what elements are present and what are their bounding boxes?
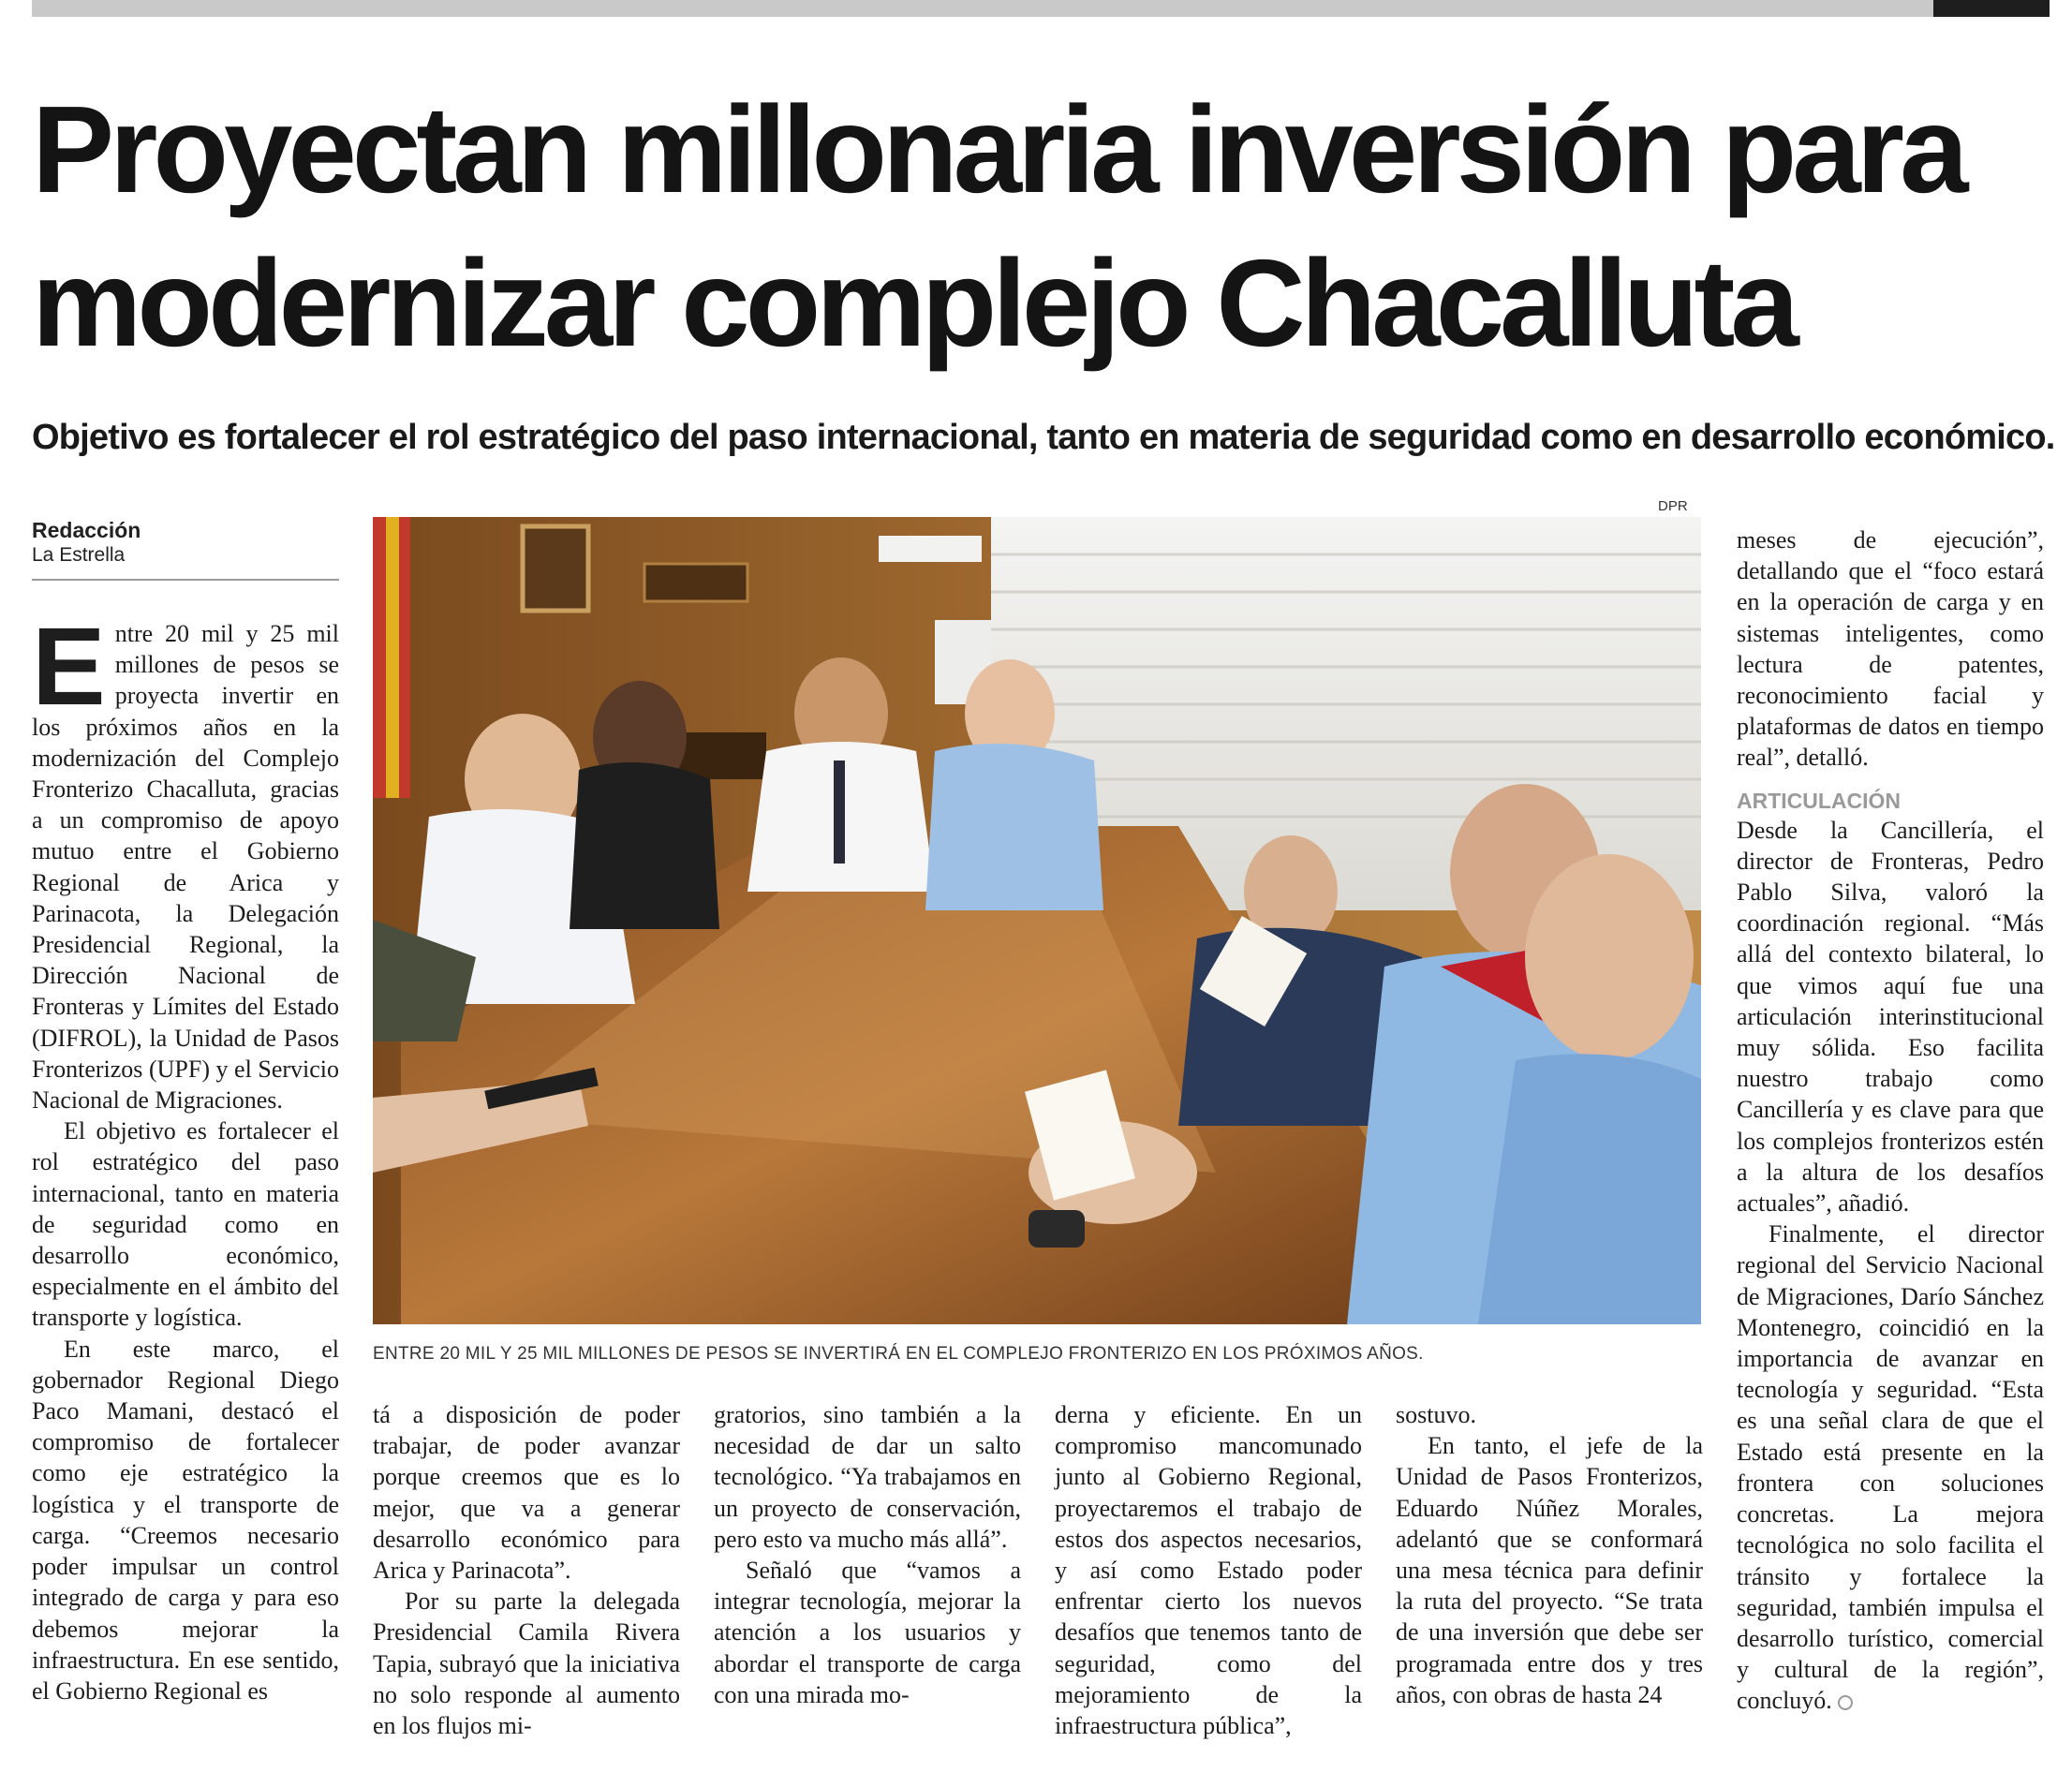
meeting-photo-illustration bbox=[373, 517, 1701, 1324]
meeting-photo bbox=[373, 517, 1701, 1324]
article-column-2 bbox=[373, 1399, 680, 1741]
headline: Proyectan millonaria inversión para modernizar complejo Chacalluta bbox=[32, 81, 1964, 372]
section-heading: ARTICULACIÓN bbox=[1737, 788, 1902, 813]
header-rule bbox=[32, 0, 1933, 17]
paragraph: En tanto, el jefe de la Unidad de Pasos Fronterizos, Eduardo Núñez Morales, adelantó que se conformará una mesa técnica para definir la ruta del proyecto. “Se trata de una inversión que debe ser programada entre dos y tres años, con obras de hasta 24 bbox=[1396, 1432, 1703, 1708]
subheadline: Objetivo es fortalecer el rol estratégico del paso internacional, tanto en materia de seguridad como en desarrollo económico. bbox=[32, 418, 2055, 457]
paragraph: Finalmente, el director regional del Servicio Nacional de Migraciones, Darío Sánchez Montenegro, coincidió en la importancia de avanzar en tecnología y seguridad. “Esta es una señal clara de que el Estado está presente en la frontera con soluciones concretas. La mejora tecnológica no solo facilita el tránsito y fortalece la seguridad, también impulsa el desarrollo turístico, comercial y cultural de la región”, concluyó. bbox=[1737, 1220, 2044, 1715]
paragraph: tá a disposición de poder trabajar, de poder avanzar porque creemos que es lo mejor, que va a generar desarrollo económico para Arica y Parinacota”. bbox=[373, 1401, 680, 1585]
paragraph: Desde la Cancillería, el director de Fronteras, Pedro Pablo Silva, valoró la coordinación regional. “Más allá del contexto bilateral, lo que vimos aquí fue una articulación interinstitucional muy sólida. Eso facilita nuestro trabajo como Cancillería y es clave para que los complejos fronterizos estén a la altura de los desafíos actuales”, añadió. bbox=[1737, 816, 2044, 1218]
paragraph: El objetivo es fortalecer el rol estratégico del paso internacional, tanto en materia de seguridad como en desarrollo económico, especialmente en el ámbito del transporte y logística. bbox=[32, 1117, 339, 1332]
paragraph: meses de ejecución”, detallando que el “foco estará en la operación de carga y en sistemas inteligentes, como lectura de patentes, reconocimiento facial y plataformas de datos en tiempo real”, detalló. bbox=[1737, 526, 2044, 772]
paragraph: Señaló que “vamos a integrar tecnología, mejorar la atención a los usuarios y abordar el transporte de carga con una mirada mo- bbox=[714, 1557, 1021, 1708]
lead-paragraph: Entre 20 mil y 25 mil millones de pesos se proyecta invertir en los próximos años en la modernización del Complejo Fronterizo Chacalluta, gracias a un compromiso de apoyo mutuo entre el Gobierno Regional de Arica y Parinacota, la Delegación Presidencial Regional, la Dirección Nacional de Fronteras y Límites del Estado (DIFROL), la Unidad de Pasos Fronterizos (UPF) y el Servicio Nacional de Migraciones. bbox=[32, 605, 339, 1115]
end-of-article-icon bbox=[1838, 1695, 1853, 1710]
article-column-5 bbox=[1396, 1399, 1703, 1710]
byline-publication: La Estrella bbox=[32, 544, 126, 566]
byline-author: Redacción bbox=[32, 518, 141, 542]
paragraph: gratorios, sino también a la necesidad de dar un salto tecnológico. “Ya trabajamos en un proyecto de conservación, pero esto va mucho más allá”. bbox=[714, 1401, 1021, 1553]
paragraph: derna y eficiente. En un compromiso mancomunado junto al Gobierno Regional, proyectaremos el trabajo de estos dos aspectos necesarios, y así como Estado poder enfrentar cierto los nuevos desafíos que tenemos tanto de seguridad, como del mejoramiento de la infraestructura pública”, bbox=[1055, 1401, 1362, 1740]
article-column-1 bbox=[32, 605, 339, 1706]
paragraph: En este marco, el gobernador Regional Diego Paco Mamani, destacó el compromiso de fortalecer como eje estratégico la logística y el transporte de carga. “Creemos necesario poder impulsar un control integrado de carga y para eso debemos mejorar la infraestructura. En ese sentido, el Gobierno Regional es bbox=[32, 1335, 339, 1705]
paragraph: Por su parte la delegada Presidencial Camila Rivera Tapia, subrayó que la iniciativa no solo responde al aumento en los flujos mi- bbox=[373, 1587, 680, 1740]
photo-caption: ENTRE 20 MIL Y 25 MIL MILLONES DE PESOS SE INVERTIRÁ EN EL COMPLEJO FRONTERIZO EN LOS PRÓXIMOS AÑOS. bbox=[373, 1344, 1424, 1364]
drop-cap: E bbox=[32, 605, 106, 729]
article-column-4 bbox=[1055, 1399, 1362, 1741]
byline bbox=[32, 517, 339, 567]
article-column-3 bbox=[714, 1399, 1021, 1710]
byline-divider bbox=[32, 579, 339, 581]
photo-credit: DPR bbox=[1658, 498, 1688, 514]
section-tab bbox=[1933, 0, 2050, 17]
paragraph: sostuvo. bbox=[1396, 1401, 1476, 1428]
article-column-right bbox=[1737, 524, 2044, 1717]
